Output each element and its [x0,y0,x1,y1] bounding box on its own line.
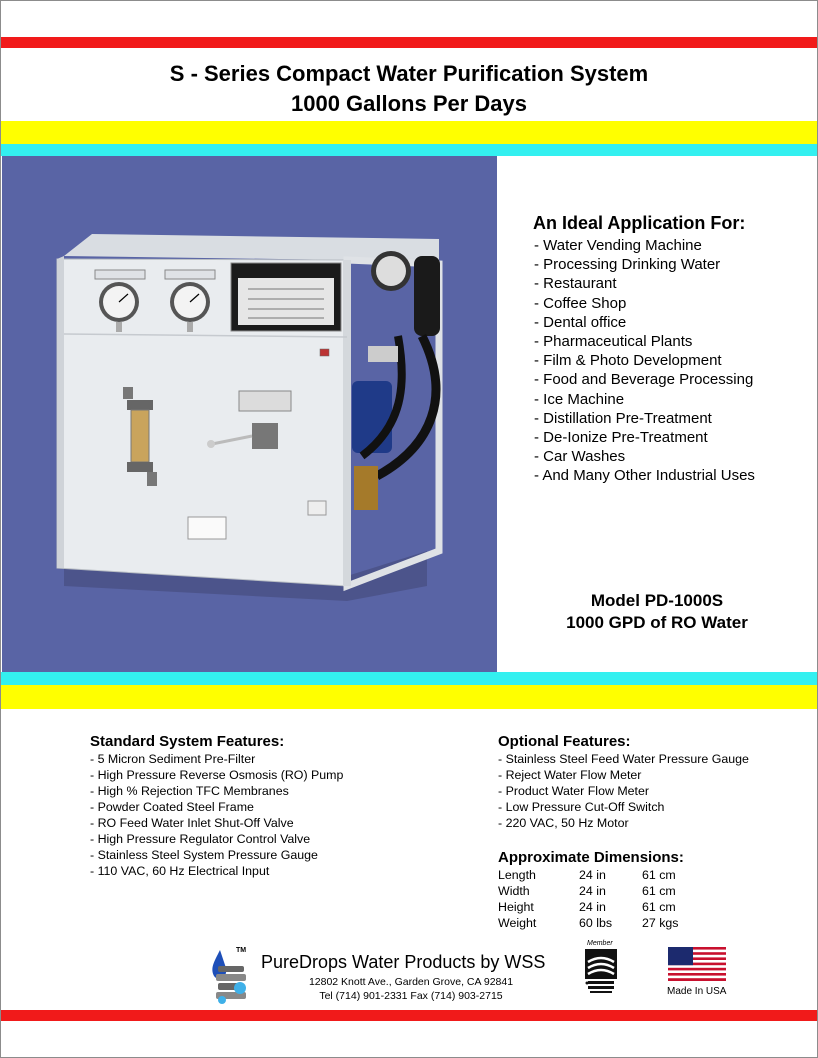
list-item: - High Pressure Reverse Osmosis (RO) Pump [90,768,344,782]
list-item: - Coffee Shop [534,294,627,312]
us-flag-icon [668,947,726,981]
list-item: - Ice Machine [534,390,625,408]
model-capacity: 1000 GPD of RO Water [566,613,748,632]
applications-heading: An Ideal Application For: [533,213,746,233]
list-item: - Stainless Steel Feed Water Pressure Gauge [498,752,749,766]
dimension-metric: 61 cm [642,884,676,898]
list-item: - Dental office [534,313,627,331]
puredrops-logo-icon [208,948,254,1006]
dimensions-heading: Approximate Dimensions: [498,849,684,866]
list-item: - High Pressure Regulator Control Valve [90,832,311,846]
top-yellow-band [1,121,817,144]
bottom-cyan-band [1,672,817,685]
list-item: - 5 Micron Sediment Pre-Filter [90,752,256,766]
page-subtitle: 1000 Gallons Per Days [290,91,528,116]
dimension-metric: 27 kgs [642,916,679,930]
list-item: - RO Feed Water Inlet Shut-Off Valve [90,816,294,830]
model-name: Model PD-1000S [590,591,724,610]
optional-features-heading: Optional Features: [498,733,631,750]
bottom-yellow-band [1,685,817,709]
ro-system-photo [2,156,497,672]
list-item: - Restaurant [534,275,617,293]
dimension-label: Height [498,900,534,914]
table-row [498,915,702,931]
list-item: - Film & Photo Development [534,352,722,370]
list-item: - De-Ionize Pre-Treatment [534,429,708,447]
list-item: - Product Water Flow Meter [498,784,650,798]
list-item: - Stainless Steel System Pressure Gauge [90,848,318,862]
wqa-member-label: Member [587,940,613,947]
table-row [498,883,702,899]
list-item: - Car Washes [534,448,626,466]
optional-features-list [498,751,749,831]
rear-components [352,251,440,510]
system-nameplate [231,263,341,331]
table-row [498,899,702,915]
list-item: - And Many Other Industrial Uses [534,467,755,485]
bottom-red-band [1,1010,817,1021]
company-address: 12802 Knott Ave., Garden Grove, CA 92841 [308,976,514,988]
list-item: - Reject Water Flow Meter [498,768,642,782]
list-item: - Powder Coated Steel Frame [90,800,254,814]
list-item: - High % Rejection TFC Membranes [90,784,289,798]
dimension-label: Length [498,868,536,882]
list-item: - 220 VAC, 50 Hz Motor [498,816,629,830]
company-name: PureDrops Water Products by WSS [261,952,546,972]
list-item: - Food and Beverage Processing [534,371,754,389]
product-photo-panel [2,156,497,672]
top-cyan-band [1,144,817,156]
applications-list [534,236,755,486]
dimension-metric: 61 cm [642,868,676,882]
page-title: S - Series Compact Water Purification System [169,61,649,86]
dimension-label: Width [498,884,530,898]
trademark-mark: TM [236,947,247,954]
table-row [498,867,702,883]
made-in-usa-label: Made In USA [667,986,727,997]
standard-features-list [90,751,343,879]
dimension-inches: 24 in [579,884,606,898]
list-item: - Pharmaceutical Plants [534,333,693,351]
standard-features-heading: Standard System Features: [90,733,285,750]
dimension-inches: 60 lbs [579,916,613,930]
list-item: - Water Vending Machine [534,237,702,254]
list-item: - Processing Drinking Water [534,256,721,274]
wqa-logo-icon [584,948,618,1000]
list-item: - 110 VAC, 60 Hz Electrical Input [90,864,270,878]
list-item: - Low Pressure Cut-Off Switch [498,800,665,814]
dimension-inches: 24 in [579,868,606,882]
dimension-label: Weight [498,916,537,930]
company-phone: Tel (714) 901-2331 Fax (714) 903-2715 [319,990,503,1002]
dimension-metric: 61 cm [642,900,676,914]
list-item: - Distillation Pre-Treatment [534,409,712,427]
dimensions-table [498,867,702,931]
dimension-inches: 24 in [579,900,606,914]
top-red-band [1,37,817,48]
